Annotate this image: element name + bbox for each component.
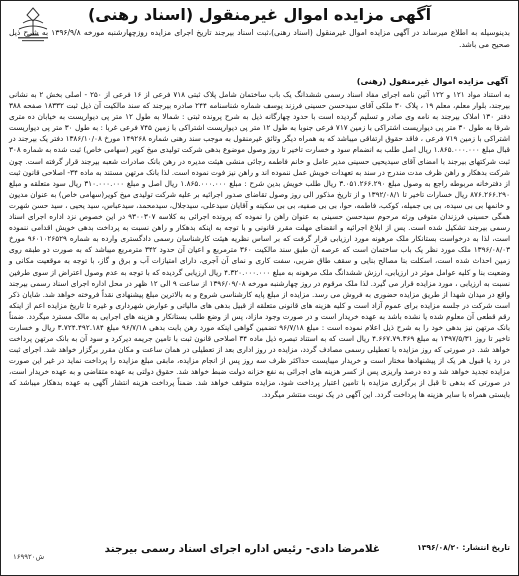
correction-intro: بدینوسیله به اطلاع میرساند در آگهی مزایده اموال غیرمنقول (اسناد رهنی)،ثبت اسناد بیرجند تاریخ اجرای مزایده روزچهارشنبه مورخه ۱۳۹۶/۹/۸ به شرح ذیل صحیح می باشد.	[9, 28, 510, 49]
notice-code: ش۱۶۹۹۲۰	[13, 553, 45, 561]
notice-subheading: آگهی مزایده اموال غیرمنقول (رهنی)	[356, 76, 508, 86]
signature: غلامرضا دادی- رئیس اداره اجرای اسناد رسمی بیرجند	[104, 543, 380, 555]
notice-footer	[9, 543, 510, 565]
publish-date: تاریخ انتشار: ۱۳۹۶/۰۸/۲۰	[417, 543, 510, 552]
notice-title: آگهی مزایده اموال غیرمنقول (اسناد رهنی)	[87, 5, 432, 24]
notice-body: به استناد مواد ۱۲۱ و ۱۲۲ آئین نامه اجرای مفاد اسناد رسمی ششدانگ یک باب ساختمان شامل پلاک ثبتی ۷۱۸ فرعی از ۱۶ فرعی از ۲۵۰ - اصلی بخش ۲ به نشانی بیرجند، بلوار معلم، معلم ۱۹ ، پلاک ۳۰ ملکی آقای سیدحسن حسینی فرزند یوسف شماره شناسنامه ۲۴۴ صادره بیرجند که سند مالکیت آن ذیل ثبت ۱۸۳۳۲ صفحه ۳۸۸ دفتر ۱۳۰ املاک بیرجند به نامه وی صادر و تسلیم گردیده است با حدود چهارگانه ذیل به شرح پرونده ثبتی : شمالا به طول ۱۲ متر پی دیواریست به خیابان ده متری شرقا به طول ۳۰ متر پی دیواریست اشتراکی با زمین ۷۱۷ فرعی جنوبا به طول ۱۲ متر پی دیواریست اشتراکی با زمین ۷۴۵ فرعی غربا : به طول ۳۰ متر پی دیواریست اشتراکی با زمین ۷۱۹ فرعی ، فاقد حقوق ارتفاقی میباشد که به همراه دیگر وثائق غیرمنقول به موجب سند رهنی شماره ۱۴۹۲۶۸ مورخ ۱۳۸۶/۱۰/۰۸ دفتر یک بیرجند در قبال مبلغ ۱.۸۶۵.۰۰۰.۰۰۰ ریال اصل طلب به انضمام سود و خسارت تاخیر تا روز وصول موضوع بدهی شرکت تولیدی میخ کویر (سهامی خاص) ثبت شده به شماره ۳۰۸ ثبت شرکتهای بیرجند با امضای آقای سیدیحیی حسینی مدیر عامل و خانم فاطمه رجائی منشی هیئت مدیره در رهن بانک صادرات شعبه بیرجند قرار گرفته است. چون شرکت بدهکار و راهن ظرف مدت مندرج در سند به تعهدات خویش عمل ننموده اند و راهن نیز فوت نموده است. لذا بانک مرتهن مستند به ماده ۳۴- اصلاحی قانون ثبت از دفترخانه مربوطه راجع به وصول مبلغ ۳.۰۵۱.۲۶۶.۲۹۰ ریال طلب خویش بدین شرح : مبلغ ۱.۸۶۵.۰۰۰.۰۰۰ ریال اصل و مبلغ ۳۱۰.۰۰۰.۰۰۰ ریال سود متعلقه و مبلغ ۸۷۶.۲۶۶.۲۹۰ ریال خسارات تاخیر تا ۱۳۹۲/۰۸/۱ و از تاریخ مذکور الی روز وصول تقاضای صدور اجرائیه بر علیه شرکت تولیدی میخ کویر(سهامی خاص) به عنوان مدیون و خانمها بی بی سیده، بی بی جمیله، کوکب، فاطمه، حوا، بی بی صفیه، بی بی سکینه و آقایان سیدعلی، سیدجلال، سیدمحمد، سیدعباس، سید یحیی ، سید حسن شهرت همگی حسینی فرزندان متوفی ورثه مرحوم سیدحسن حسینی به عنوان راهن را نموده که پرونده اجرائی به کلاسه ۹۳۰۰۳۰۷ در این خصوص نزد اداره اجرای اسناد رسمی بیرجند تشکیل شده است. پس از ابلاغ اجرائیه و انقضای مهلت مقرر قانونی و با توجه به اینکه بدهکار و راهن نسبت به پرداخت بدهی خویش اقدامی ننموده است، لذا به درخواست بستانکار ملک مرهونه مورد ارزیابی قرار گرفت که بر اساس نظریه هیئت کارشناسان رسمی دادگستری وارده به شماره ۹۶۰۱۰۲۶۵۲۹ مورخ ۱۳۹۶/۰۸/۰۳ ملک مورد نظر یک باب ساختمان است که عرصه آن طبق سند مالکیت ۳۶۰ مترمربع و اعیان آن حدود ۳۴۲ مترمربع میباشد که به صورت دو طبقه روی زمین احداث شده است، اسکلت بنا مصالح بنایی و سقف طاق ضربی، سفت کاری و نمای آن آجری، دارای امتیازات آب و برق و گاز، با توجه به موقعیت مکانی و وضعیت بنا و کلیه عوامل موثر در ارزیابی، ارزش ششدانگ ملک مرهونه به مبلغ ۴.۳۲۰.۰۰۰.۰۰۰ ریال ارزیابی گردیده که با توجه به عدم وصول اعتراض از سوی طرفین نسبت به ارزیابی ، مورد مزایده قرار می گیرد. لذا ملک مرقوم در روز چهارشنبه مورخه ۱۳۹۶/۰۹/۰۸ از ساعت ۹ الی ۱۲ ظهر در محل اداره اجرای اسناد رسمی بیرجند واقع در میدان شهدا از طریق مزایده حضوری به فروش می رسد. مزایده از مبلغ پایه کارشناسی شروع و به بالاترین مبلغ پیشنهادی نقداً فروخته خواهد شد. شایان ذکر است شرکت در جلسه مزایده برای عموم آزاد است و کلیه هزینه های قانونی متعلقه از قبیل بدهی های مالیاتی و عوارض شهرداری و غیره تا تاریخ مزایده اعم از اینکه رقم قطعی آن معلوم شده یا نشده باشد به عهده خریدار است و در صورت وجود مازاد، پس از وضع طلب بستانکار و هزینه های اجرایی به مالک مسترد میگردد. ضمناً بانک مرتهن نیز بدهی خود را به شرح ذیل اعلام نموده است : مبلغ ۹۶/۷/۱۸ تضمین گواهی اینکه مورد رهن بابت بدهی ۹۶/۷/۱۸ مبلغ ۳.۷۲۴.۴۹۲.۱۸۴ ریال و خسارت تاخیر تا روز ۱۳۹۷/۵/۳۱ به مبلغ ۴.۶۶۷.۷۹.۳۶۹ ریال است که به استناد تبصره ذیل ماده ۳۴ اصلاحی قانون ثبت با تامین جریمه دیرکرد و سود آن به بانک مرتهن پرداخت خواهد شد. در صورتی که روز مزایده با تعطیلی رسمی مصادف گردد، مزایده در روز اداری بعد از تعطیلی در همان ساعت و مکان مقرر برگزار خواهد شد. اجرای ثبت در رد یا قبول هر یک از پیشنهادها مختار است و خریدار میبایست حداکثر ظرف سه روز پس از انجام مزایده، مابقی مبلغ مزایده را پرداخت نماید در غیر این صورت مزایده تجدید خواهد شد و ده درصد واریزی پس از کسر هزینه های اجرائی به نفع خزانه دولت ضبط خواهد شد. حقوق دولتی به عهده متقاضی و به عهده خریدار است، در صورتی که بدهی تا قبل از برگزاری مزایده با تامین اعتبار پرداخت شود، مزایده متوقف خواهد شد. ضمناً پرداخت هزینه انتشار آگهی به عهده بدهکار میباشد که بایستی همراه با سایر هزینه ها پرداخت گردد. این آگهی در یک نوبت منتشر میگردد.	[9, 90, 511, 399]
